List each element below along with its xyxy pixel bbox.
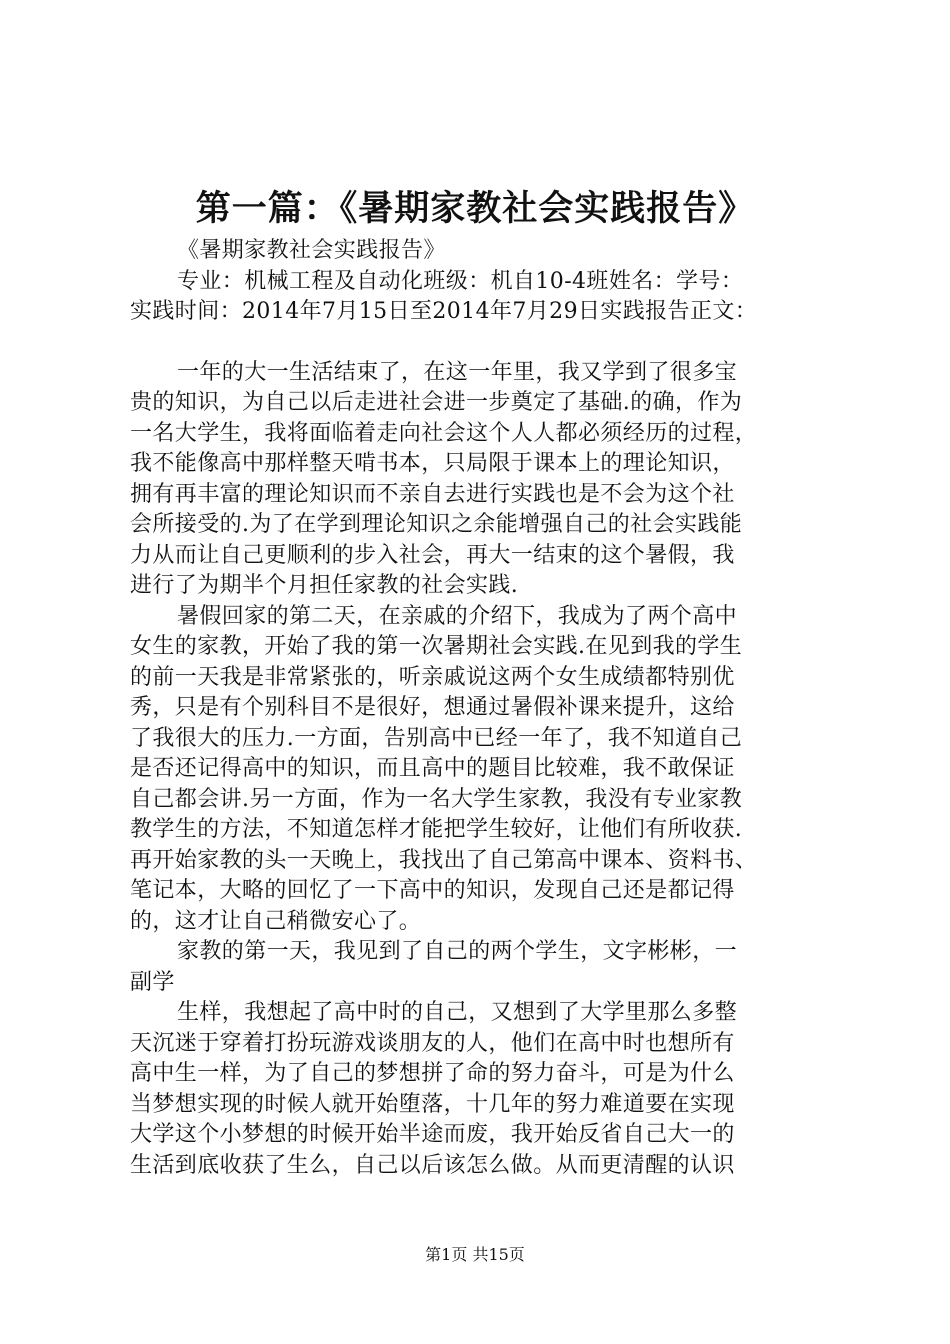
text-line: 高中生一样，为了自己的梦想拼了命的努力奋斗，可是为什么	[130, 1061, 735, 1086]
text-line: 我不能像高中那样整天啃书本，只局限于课本上的理论知识，	[130, 451, 735, 476]
text-line: 家教的第一天，我见到了自己的两个学生，文字彬彬，一	[177, 939, 738, 964]
text-line: 生活到底收获了生么，自己以后该怎么做。从而更清醒的认识	[130, 1152, 735, 1178]
text-line: 会所接受的.为了在学到理论知识之余能增强自己的社会实践能	[130, 512, 743, 537]
text-line: 女生的家教，开始了我的第一次暑期社会实践.在见到我的学生	[130, 634, 743, 659]
text-line: 天沉迷于穿着打扮玩游戏谈朋友的人，他们在高中时也想所有	[130, 1030, 735, 1056]
text-line: 的，这才让自己稍微安心了。	[130, 908, 422, 934]
text-line: 秀，只是有个别科目不是很好，想通过暑假补课来提升，这给	[130, 695, 735, 720]
text-line: 生样，我想起了高中时的自己，又想到了大学里那么多整	[177, 1000, 738, 1025]
text-line: 再开始家教的头一天晚上，我找出了自己第高中课本、资料书、	[130, 847, 758, 873]
text-line: 大学这个小梦想的时候开始半途而废，我开始反省自己大一的	[130, 1122, 735, 1147]
text-line: 一名大学生，我将面临着走向社会这个人人都必须经历的过程，	[130, 420, 758, 446]
text-line: 暑假回家的第二天，在亲戚的介绍下，我成为了两个高中	[177, 603, 738, 629]
text-line: 实践时间：2014年7月15日至2014年7月29日实践报告正文：	[130, 299, 758, 324]
text-line: 的前一天我是非常紧张的，听亲戚说这两个女生成绩都特别优	[130, 664, 735, 690]
text-line: 当梦想实现的时候人就开始堕落，十几年的努力难道要在实现	[130, 1091, 735, 1117]
text-line: 拥有再丰富的理论知识而不亲自去进行实践也是不会为这个社	[130, 481, 735, 507]
text-line: 自己都会讲.另一方面，作为一名大学生家教，我没有专业家教	[130, 786, 743, 812]
page-footer: 第1页 共15页	[425, 1245, 525, 1264]
document-body	[130, 236, 830, 1181]
text-line: 是否还记得高中的知识，而且高中的题目比较难，我不敢保证	[130, 756, 735, 781]
text-line: 力从而让自己更顺利的步入社会，再大一结束的这个暑假，我	[130, 542, 735, 568]
text-line: 专业：机械工程及自动化班级：机自10-4班姓名：学号：	[177, 268, 744, 294]
text-line: 笔记本，大略的回忆了一下高中的知识，发现自己还是都记得	[130, 878, 735, 903]
text-line: 副学	[130, 969, 175, 995]
text-line: 了我很大的压力.一方面，告别高中已经一年了，我不知道自己	[130, 725, 743, 751]
document-title: 第一篇：《暑期家教社会实践报告》	[195, 188, 755, 229]
text-line: 教学生的方法，不知道怎样才能把学生较好，让他们有所收获.	[130, 817, 743, 842]
text-line: 贵的知识，为自己以后走进社会进一步奠定了基础.的确，作为	[130, 390, 743, 415]
text-line: 进行了为期半个月担任家教的社会实践.	[130, 573, 519, 598]
text-line: 《暑期家教社会实践报告》	[177, 238, 446, 263]
blank-line	[130, 328, 830, 358]
text-line: 一年的大一生活结束了，在这一年里，我又学到了很多宝	[177, 359, 738, 385]
